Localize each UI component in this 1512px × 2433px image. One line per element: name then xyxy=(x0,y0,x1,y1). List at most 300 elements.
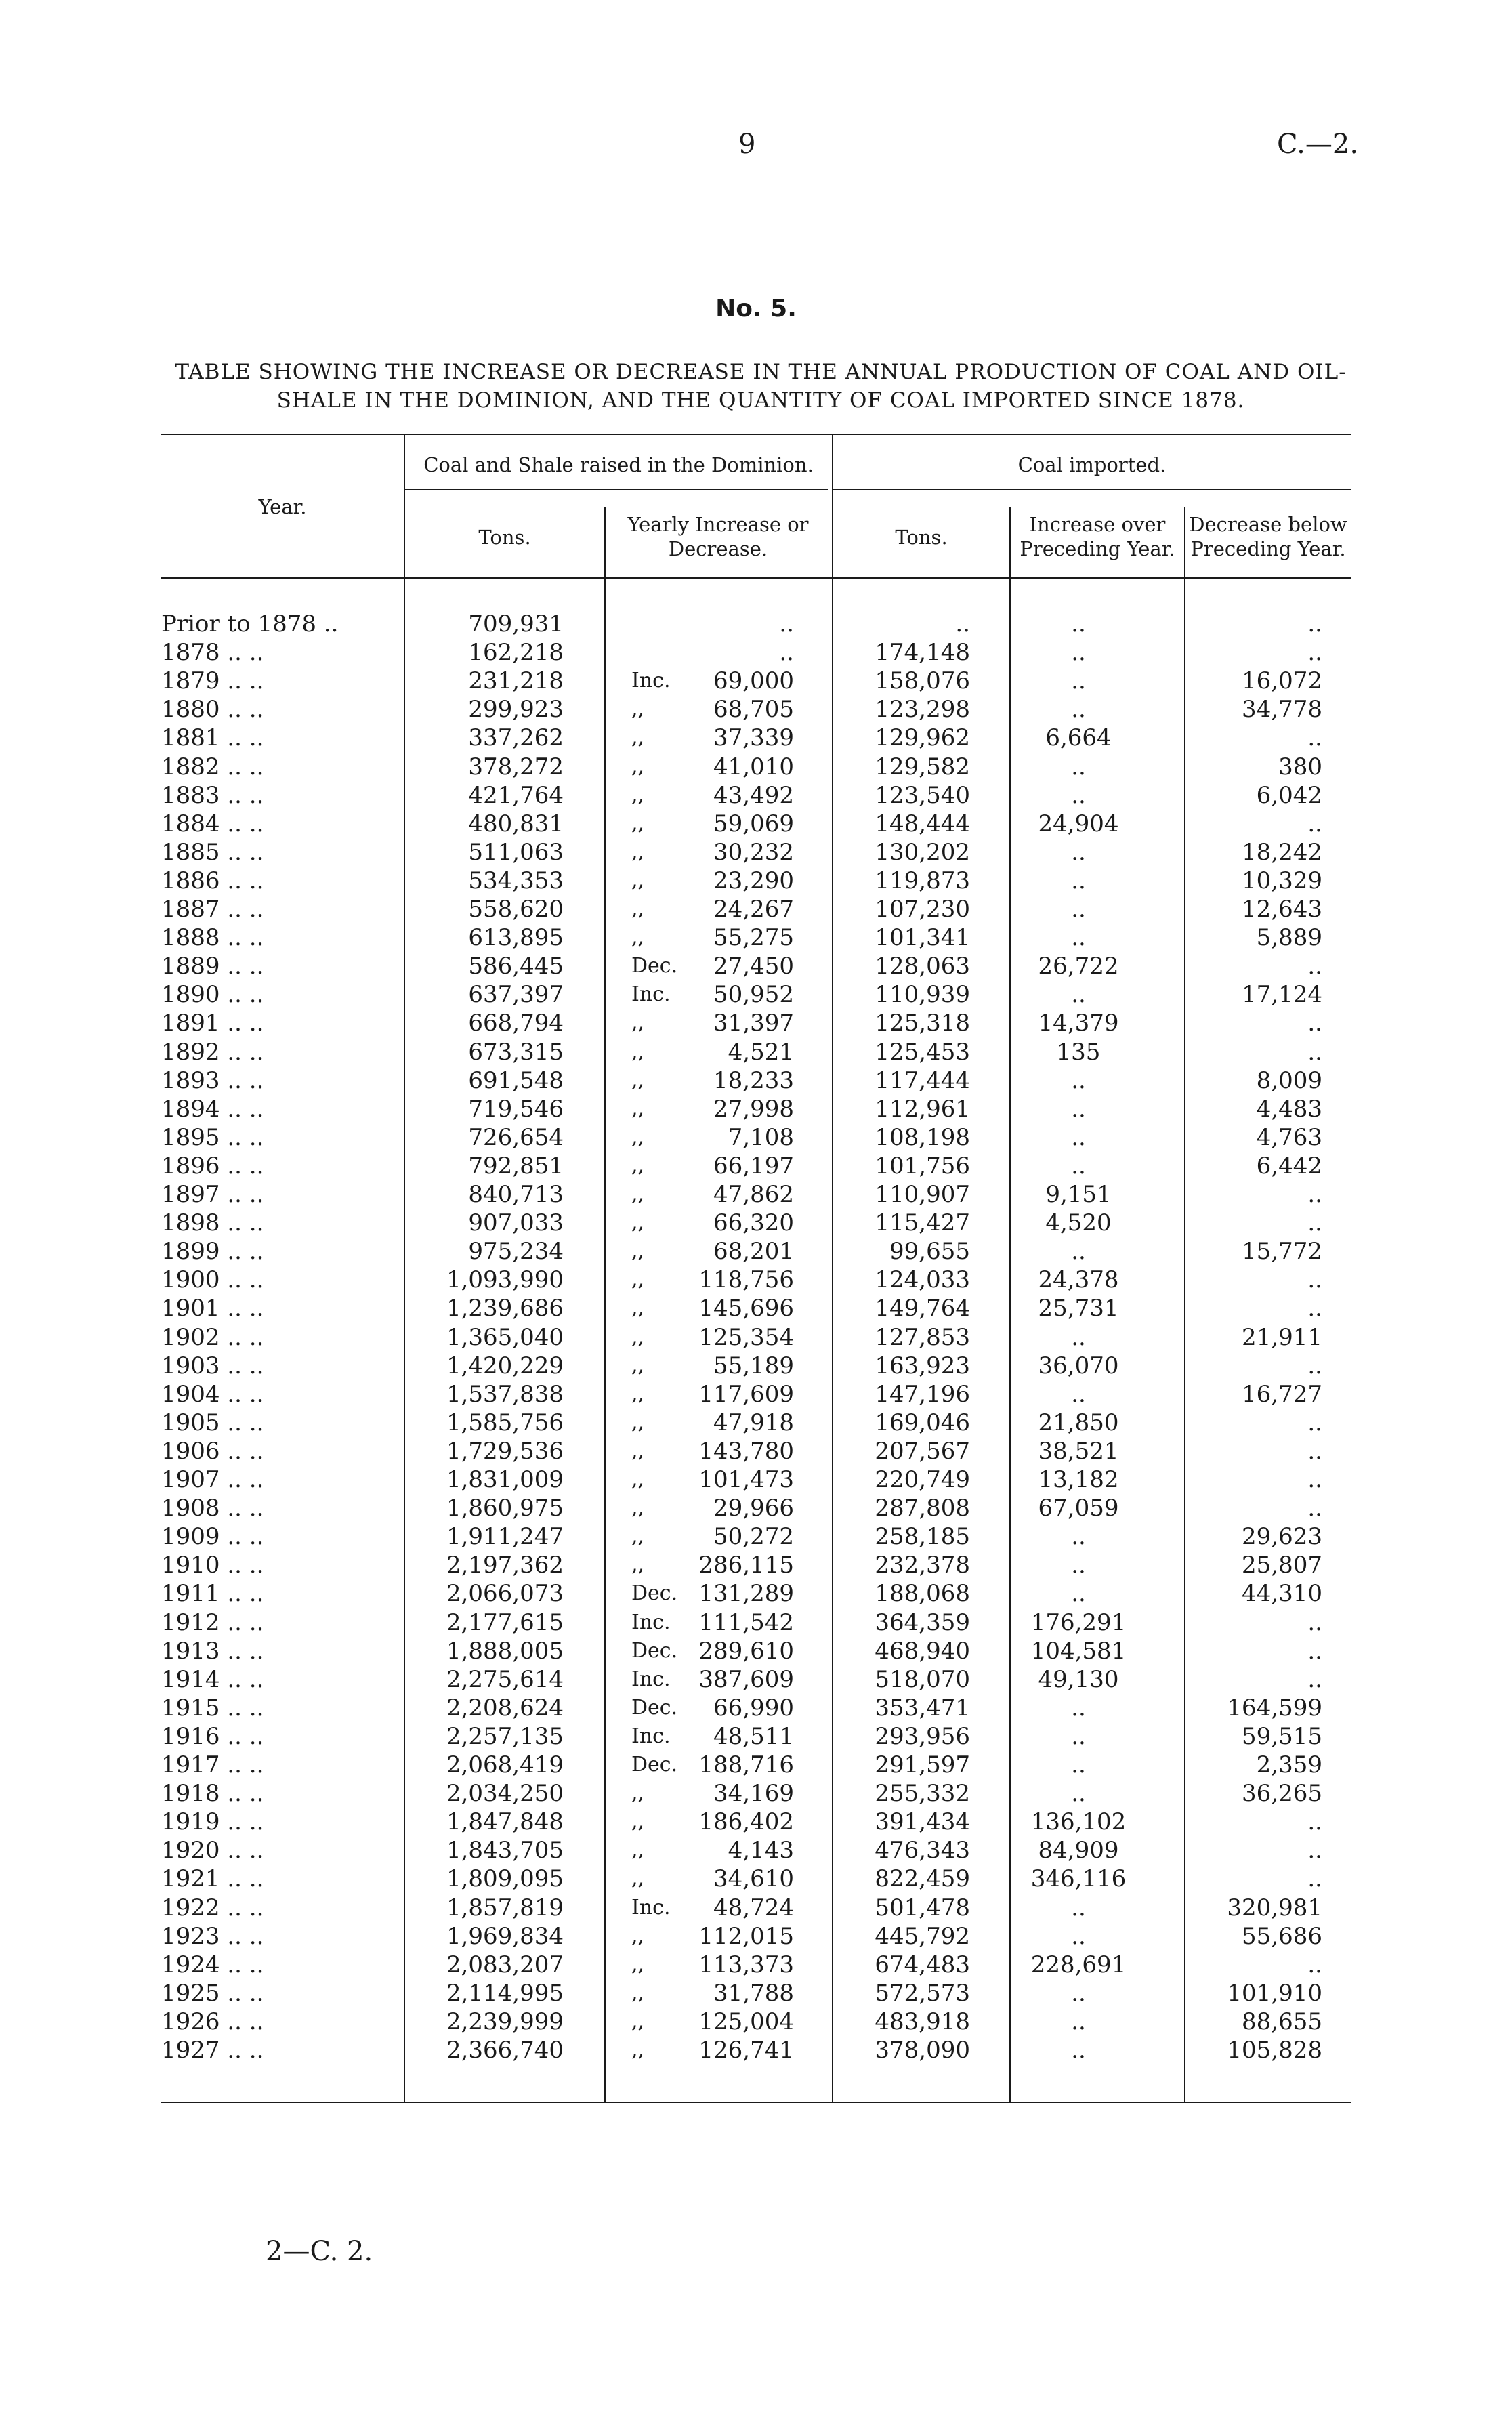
row-increase: .. xyxy=(1071,1552,1086,1579)
row-yearly-change: 24,267 xyxy=(713,896,794,923)
row-tons-raised: 691,548 xyxy=(468,1066,564,1094)
row-tons-imported: 129,962 xyxy=(875,724,970,752)
row-change-type: ,, xyxy=(631,1296,645,1321)
row-yearly-change: 145,696 xyxy=(698,1295,794,1323)
row-increase: .. xyxy=(1071,1979,1086,2007)
row-decrease: .. xyxy=(1307,1266,1322,1294)
row-tons-raised: 613,895 xyxy=(468,924,564,952)
row-yearly-change: 68,201 xyxy=(713,1238,794,1266)
row-change-type: Dec. xyxy=(631,954,678,978)
row-change-type: ,, xyxy=(631,1039,645,1064)
row-yearly-change: 4,521 xyxy=(728,1038,794,1066)
row-year: 1916 .. .. xyxy=(161,1722,264,1750)
row-decrease: 29,623 xyxy=(1242,1523,1322,1551)
row-yearly-change: 41,010 xyxy=(713,753,794,781)
row-tons-imported: 125,318 xyxy=(875,1010,970,1037)
row-increase: .. xyxy=(1071,1751,1086,1779)
row-change-type: ,, xyxy=(631,926,645,950)
row-year: 1879 .. .. xyxy=(161,667,264,695)
row-year: 1894 .. .. xyxy=(161,1095,264,1123)
row-yearly-change: 55,189 xyxy=(713,1352,794,1379)
row-increase: .. xyxy=(1071,1095,1086,1123)
row-change-type: ,, xyxy=(631,839,645,864)
row-yearly-change: 289,610 xyxy=(698,1637,794,1665)
row-change-type: ,, xyxy=(631,1381,645,1406)
row-yearly-change: 66,990 xyxy=(713,1694,794,1722)
row-change-type: ,, xyxy=(631,1268,645,1292)
row-tons-imported: 158,076 xyxy=(875,667,970,695)
row-yearly-change: 59,069 xyxy=(713,810,794,837)
row-tons-imported: 293,956 xyxy=(875,1722,970,1750)
row-decrease: 101,910 xyxy=(1227,1979,1322,2007)
row-decrease: 10,329 xyxy=(1242,867,1322,894)
row-increase: .. xyxy=(1071,2037,1086,2064)
row-increase: .. xyxy=(1071,1922,1086,1950)
row-year: 1903 .. .. xyxy=(161,1352,264,1379)
row-change-type: ,, xyxy=(631,754,645,778)
row-increase: .. xyxy=(1071,867,1086,894)
row-increase: .. xyxy=(1071,1694,1086,1722)
row-decrease: .. xyxy=(1307,1865,1322,1893)
row-yearly-change: 126,741 xyxy=(698,2037,794,2064)
row-decrease: 164,599 xyxy=(1227,1694,1322,1722)
row-change-type: Dec. xyxy=(631,1638,678,1663)
row-year: 1904 .. .. xyxy=(161,1380,264,1408)
row-tons-raised: 1,847,848 xyxy=(446,1808,564,1836)
row-tons-imported: 147,196 xyxy=(875,1380,970,1408)
row-increase: 24,904 xyxy=(1038,810,1119,837)
row-tons-raised: 1,969,834 xyxy=(446,1922,564,1950)
row-tons-raised: 2,366,740 xyxy=(446,2037,564,2064)
row-change-type: ,, xyxy=(631,2009,645,2033)
row-decrease: .. xyxy=(1307,1181,1322,1208)
row-increase: .. xyxy=(1071,1123,1086,1151)
row-change-type xyxy=(631,610,686,638)
row-year: 1899 .. .. xyxy=(161,1238,264,1266)
row-tons-imported: 207,567 xyxy=(875,1437,970,1465)
row-increase: .. xyxy=(1071,1580,1086,1608)
row-increase: 38,521 xyxy=(1038,1437,1119,1465)
row-year: 1886 .. .. xyxy=(161,867,264,894)
row-yearly-change: 118,756 xyxy=(698,1266,794,1294)
row-increase: 36,070 xyxy=(1038,1352,1119,1379)
column-divider-3 xyxy=(832,434,833,2102)
header-yearly-change: Yearly Increase or Decrease. xyxy=(627,513,809,560)
table-bottom-rule xyxy=(161,2102,1351,2103)
row-decrease: 4,483 xyxy=(1256,1095,1322,1123)
row-year: 1909 .. .. xyxy=(161,1523,264,1551)
row-tons-raised: 480,831 xyxy=(468,810,564,837)
row-year: 1924 .. .. xyxy=(161,1951,264,1978)
row-year: 1895 .. .. xyxy=(161,1123,264,1151)
row-yearly-change: 111,542 xyxy=(698,1608,794,1636)
row-tons-imported: 110,907 xyxy=(875,1181,970,1208)
row-yearly-change: 143,780 xyxy=(698,1437,794,1465)
row-tons-raised: 637,397 xyxy=(468,981,564,1009)
table-top-rule xyxy=(161,434,1351,435)
row-yearly-change: 47,862 xyxy=(713,1181,794,1208)
row-tons-raised: 2,208,624 xyxy=(446,1694,564,1722)
row-tons-imported: 117,444 xyxy=(875,1066,970,1094)
row-increase: 14,379 xyxy=(1038,1010,1119,1037)
row-yearly-change: 66,320 xyxy=(713,1209,794,1237)
row-tons-raised: 1,420,229 xyxy=(446,1352,564,1379)
row-increase: 136,102 xyxy=(1030,1808,1127,1836)
row-tons-imported: 258,185 xyxy=(875,1523,970,1551)
row-year: 1890 .. .. xyxy=(161,981,264,1009)
row-tons-raised: 337,262 xyxy=(468,724,564,752)
row-decrease: .. xyxy=(1307,639,1322,667)
row-tons-raised: 1,860,975 xyxy=(446,1495,564,1522)
table-number: No. 5. xyxy=(715,295,797,323)
row-tons-raised: 2,257,135 xyxy=(446,1722,564,1750)
row-yearly-change: 68,705 xyxy=(713,696,794,724)
row-increase: .. xyxy=(1071,1323,1086,1351)
header-increase: Increase over Preceding Year. xyxy=(1020,513,1175,560)
row-tons-imported: 476,343 xyxy=(875,1837,970,1865)
row-yearly-change: 55,275 xyxy=(713,924,794,952)
row-change-type: ,, xyxy=(631,1325,645,1349)
header-coal-imported-group: Coal imported. xyxy=(1017,453,1167,476)
row-increase: .. xyxy=(1071,753,1086,781)
row-year: 1925 .. .. xyxy=(161,1979,264,2007)
row-year: 1896 .. .. xyxy=(161,1152,264,1180)
row-tons-raised: 1,239,686 xyxy=(446,1295,564,1323)
row-tons-raised: 378,272 xyxy=(468,753,564,781)
row-year: 1885 .. .. xyxy=(161,838,264,866)
row-year: Prior to 1878 .. xyxy=(161,610,339,638)
row-decrease: .. xyxy=(1307,1495,1322,1522)
row-tons-raised: 709,931 xyxy=(468,610,564,638)
row-change-type: ,, xyxy=(631,1553,645,1577)
row-change-type: ,, xyxy=(631,1125,645,1149)
row-change-type: ,, xyxy=(631,1952,645,1976)
row-tons-imported: 149,764 xyxy=(875,1295,970,1323)
row-year: 1884 .. .. xyxy=(161,810,264,837)
row-change-type: ,, xyxy=(631,783,645,807)
header-year: Year. xyxy=(258,495,307,518)
row-decrease: .. xyxy=(1307,1466,1322,1493)
row-tons-imported: 107,230 xyxy=(875,896,970,923)
row-tons-imported: 124,033 xyxy=(875,1266,970,1294)
row-tons-raised: 1,857,819 xyxy=(446,1894,564,1921)
row-tons-raised: 719,546 xyxy=(468,1095,564,1123)
row-yearly-change: 27,998 xyxy=(713,1095,794,1123)
row-tons-raised: 1,585,756 xyxy=(446,1409,564,1436)
row-decrease: 2,359 xyxy=(1256,1751,1322,1779)
row-yearly-change: 112,015 xyxy=(698,1922,794,1950)
row-change-type: ,, xyxy=(631,1524,645,1549)
row-yearly-change: 30,232 xyxy=(713,838,794,866)
row-year: 1878 .. .. xyxy=(161,639,264,667)
row-decrease: 105,828 xyxy=(1227,2037,1322,2064)
row-increase: .. xyxy=(1071,981,1086,1009)
row-change-type: ,, xyxy=(631,1980,645,2005)
row-increase: .. xyxy=(1071,838,1086,866)
row-yearly-change: 101,473 xyxy=(698,1466,794,1493)
row-tons-raised: 2,114,995 xyxy=(446,1979,564,2007)
row-change-type: ,, xyxy=(631,1496,645,1520)
row-tons-imported: 483,918 xyxy=(875,2008,970,2035)
row-increase: 26,722 xyxy=(1038,953,1119,980)
row-increase: 346,116 xyxy=(1030,1865,1127,1893)
row-tons-raised: 421,764 xyxy=(468,781,564,809)
row-tons-imported: 99,655 xyxy=(889,1238,970,1266)
row-yearly-change: 186,402 xyxy=(698,1808,794,1836)
row-yearly-change: 387,609 xyxy=(698,1665,794,1693)
row-increase: .. xyxy=(1071,1152,1086,1180)
row-tons-imported: 148,444 xyxy=(875,810,970,837)
row-yearly-change: .. xyxy=(779,639,794,667)
header-tons-raised: Tons. xyxy=(478,526,531,549)
row-change-type: ,, xyxy=(631,811,645,835)
row-tons-imported: 518,070 xyxy=(875,1665,970,1693)
caption-line-1: TABLE SHOWING THE INCREASE OR DECREASE IN THE ANNUAL PRODUCTION OF COAL AND OIL- xyxy=(175,360,1347,384)
row-year: 1907 .. .. xyxy=(161,1466,264,1493)
row-tons-imported: 445,792 xyxy=(875,1922,970,1950)
row-yearly-change: 125,004 xyxy=(698,2008,794,2035)
row-year: 1911 .. .. xyxy=(161,1580,264,1608)
row-increase: 67,059 xyxy=(1038,1495,1119,1522)
row-change-type: ,, xyxy=(631,726,645,750)
row-year: 1918 .. .. xyxy=(161,1780,264,1808)
row-change-type: ,, xyxy=(631,1068,645,1092)
row-decrease: 16,072 xyxy=(1242,667,1322,695)
row-change-type: Inc. xyxy=(631,1667,671,1691)
row-yearly-change: 131,289 xyxy=(698,1580,794,1608)
row-increase: .. xyxy=(1071,896,1086,923)
row-decrease: 380 xyxy=(1278,753,1322,781)
row-increase: 6,664 xyxy=(1045,724,1112,752)
row-year: 1880 .. .. xyxy=(161,696,264,724)
row-year: 1927 .. .. xyxy=(161,2037,264,2064)
row-yearly-change: 29,966 xyxy=(713,1495,794,1522)
row-decrease: .. xyxy=(1307,1038,1322,1066)
row-decrease: 8,009 xyxy=(1256,1066,1322,1094)
row-tons-imported: 468,940 xyxy=(875,1637,970,1665)
row-year: 1913 .. .. xyxy=(161,1637,264,1665)
row-change-type: Inc. xyxy=(631,982,671,1007)
row-change-type: ,, xyxy=(631,1096,645,1121)
row-decrease: 34,778 xyxy=(1242,696,1322,724)
row-tons-imported: .. xyxy=(955,610,970,638)
row-tons-raised: 162,218 xyxy=(468,639,564,667)
row-decrease: .. xyxy=(1307,1665,1322,1693)
row-decrease: .. xyxy=(1307,1352,1322,1379)
row-year: 1915 .. .. xyxy=(161,1694,264,1722)
row-yearly-change: 117,609 xyxy=(698,1380,794,1408)
row-tons-raised: 534,353 xyxy=(468,867,564,894)
row-yearly-change: 69,000 xyxy=(713,667,794,695)
row-change-type: ,, xyxy=(631,1781,645,1806)
row-tons-imported: 123,298 xyxy=(875,696,970,724)
row-year: 1914 .. .. xyxy=(161,1665,264,1693)
row-year: 1926 .. .. xyxy=(161,2008,264,2035)
group-rule-left xyxy=(404,489,828,490)
row-tons-raised: 2,083,207 xyxy=(446,1951,564,1978)
row-tons-raised: 792,851 xyxy=(468,1152,564,1180)
row-decrease: .. xyxy=(1307,810,1322,837)
row-yearly-change: 7,108 xyxy=(728,1123,794,1151)
row-decrease: .. xyxy=(1307,1209,1322,1237)
row-tons-raised: 975,234 xyxy=(468,1238,564,1266)
page-number: 9 xyxy=(738,129,756,160)
row-year: 1923 .. .. xyxy=(161,1922,264,1950)
row-yearly-change: 27,450 xyxy=(713,953,794,980)
row-change-type: ,, xyxy=(631,1239,645,1264)
row-tons-imported: 101,341 xyxy=(875,924,970,952)
row-decrease: .. xyxy=(1307,1808,1322,1836)
row-tons-raised: 2,066,073 xyxy=(446,1580,564,1608)
row-increase: 9,151 xyxy=(1045,1181,1112,1208)
row-tons-raised: 1,729,536 xyxy=(446,1437,564,1465)
row-decrease: .. xyxy=(1307,1837,1322,1865)
group-rule-right xyxy=(833,489,1351,490)
row-tons-imported: 115,427 xyxy=(875,1209,970,1237)
row-decrease: .. xyxy=(1307,1637,1322,1665)
row-yearly-change: 286,115 xyxy=(698,1552,794,1579)
row-year: 1882 .. .. xyxy=(161,753,264,781)
row-increase: .. xyxy=(1071,667,1086,695)
row-change-type: Dec. xyxy=(631,1581,678,1606)
row-tons-raised: 2,197,362 xyxy=(446,1552,564,1579)
row-change-type: ,, xyxy=(631,1211,645,1235)
row-change-type: Inc. xyxy=(631,1895,671,1919)
row-tons-imported: 123,540 xyxy=(875,781,970,809)
header-tons-imported: Tons. xyxy=(895,526,948,549)
column-divider-2 xyxy=(604,507,606,2102)
row-decrease: 6,442 xyxy=(1256,1152,1322,1180)
row-tons-raised: 673,315 xyxy=(468,1038,564,1066)
row-tons-raised: 1,809,095 xyxy=(446,1865,564,1893)
row-year: 1922 .. .. xyxy=(161,1894,264,1921)
row-decrease: 88,655 xyxy=(1242,2008,1322,2035)
row-tons-imported: 125,453 xyxy=(875,1038,970,1066)
row-tons-raised: 231,218 xyxy=(468,667,564,695)
row-year: 1897 .. .. xyxy=(161,1181,264,1208)
row-change-type: ,, xyxy=(631,1838,645,1863)
row-year: 1902 .. .. xyxy=(161,1323,264,1351)
row-change-type: ,, xyxy=(631,1810,645,1834)
row-tons-imported: 822,459 xyxy=(875,1865,970,1893)
row-increase: 25,731 xyxy=(1038,1295,1119,1323)
row-increase: .. xyxy=(1071,639,1086,667)
row-decrease: 55,686 xyxy=(1242,1922,1322,1950)
row-tons-imported: 127,853 xyxy=(875,1323,970,1351)
row-yearly-change: 31,397 xyxy=(713,1010,794,1037)
row-tons-imported: 255,332 xyxy=(875,1780,970,1808)
row-yearly-change: 50,952 xyxy=(713,981,794,1009)
row-increase: 104,581 xyxy=(1030,1637,1127,1665)
row-change-type: ,, xyxy=(631,1438,645,1463)
row-change-type: Dec. xyxy=(631,1753,678,1776)
row-tons-raised: 2,068,419 xyxy=(446,1751,564,1779)
row-yearly-change: 48,724 xyxy=(713,1894,794,1921)
caption-line-2: SHALE IN THE DOMINION, AND THE QUANTITY OF COAL IMPORTED SINCE 1878. xyxy=(276,388,1245,413)
row-change-type: ,, xyxy=(631,868,645,892)
row-yearly-change: 113,373 xyxy=(698,1951,794,1978)
row-tons-imported: 174,148 xyxy=(875,639,970,667)
row-increase: .. xyxy=(1071,1780,1086,1808)
row-increase: .. xyxy=(1071,1722,1086,1750)
row-tons-imported: 130,202 xyxy=(875,838,970,866)
row-tons-imported: 674,483 xyxy=(875,1951,970,1978)
row-tons-raised: 586,445 xyxy=(468,953,564,980)
row-decrease: 21,911 xyxy=(1242,1323,1322,1351)
row-yearly-change: 47,918 xyxy=(713,1409,794,1436)
row-yearly-change: 188,716 xyxy=(698,1751,794,1779)
row-tons-imported: 169,046 xyxy=(875,1409,970,1436)
row-tons-imported: 129,582 xyxy=(875,753,970,781)
row-tons-raised: 558,620 xyxy=(468,896,564,923)
row-year: 1889 .. .. xyxy=(161,953,264,980)
row-year: 1893 .. .. xyxy=(161,1066,264,1094)
row-year: 1906 .. .. xyxy=(161,1437,264,1465)
row-increase: 135 xyxy=(1056,1038,1101,1066)
row-decrease: .. xyxy=(1307,1437,1322,1465)
row-decrease: .. xyxy=(1307,1951,1322,1978)
document-reference: C.—2. xyxy=(1277,129,1359,160)
row-change-type: Dec. xyxy=(631,1695,678,1720)
row-tons-imported: 364,359 xyxy=(875,1608,970,1636)
row-decrease: 59,515 xyxy=(1242,1722,1322,1750)
row-decrease: 4,763 xyxy=(1256,1123,1322,1151)
row-decrease: 320,981 xyxy=(1227,1894,1322,1921)
row-change-type: ,, xyxy=(631,697,645,722)
row-increase: 4,520 xyxy=(1045,1209,1112,1237)
row-increase: .. xyxy=(1071,1380,1086,1408)
table-caption xyxy=(157,358,1364,415)
row-year: 1910 .. .. xyxy=(161,1552,264,1579)
row-decrease: .. xyxy=(1307,610,1322,638)
row-tons-raised: 511,063 xyxy=(468,838,564,866)
row-tons-raised: 1,831,009 xyxy=(446,1466,564,1493)
row-tons-imported: 119,873 xyxy=(875,867,970,894)
row-yearly-change: 66,197 xyxy=(713,1152,794,1180)
column-divider-5 xyxy=(1184,507,1185,2102)
row-change-type: Inc. xyxy=(631,1610,671,1634)
footer-signature: 2—C. 2. xyxy=(266,2236,373,2267)
row-increase: 49,130 xyxy=(1038,1665,1119,1693)
row-increase: .. xyxy=(1071,1066,1086,1094)
row-change-type: Inc. xyxy=(631,1724,671,1748)
row-tons-imported: 220,749 xyxy=(875,1466,970,1493)
row-year: 1881 .. .. xyxy=(161,724,264,752)
row-tons-imported: 572,573 xyxy=(875,1979,970,2007)
row-increase: .. xyxy=(1071,696,1086,724)
row-increase: .. xyxy=(1071,1523,1086,1551)
row-yearly-change: 18,233 xyxy=(713,1066,794,1094)
row-yearly-change: 48,511 xyxy=(713,1722,794,1750)
row-tons-imported: 287,808 xyxy=(875,1495,970,1522)
row-year: 1883 .. .. xyxy=(161,781,264,809)
row-change-type: ,, xyxy=(631,1153,645,1178)
row-decrease: .. xyxy=(1307,1409,1322,1436)
row-year: 1921 .. .. xyxy=(161,1865,264,1893)
row-year: 1892 .. .. xyxy=(161,1038,264,1066)
row-decrease: .. xyxy=(1307,1010,1322,1037)
row-decrease: 44,310 xyxy=(1242,1580,1322,1608)
row-increase: .. xyxy=(1071,2008,1086,2035)
row-change-type: ,, xyxy=(631,1867,645,1891)
row-decrease: 6,042 xyxy=(1256,781,1322,809)
header-decrease: Decrease below Preceding Year. xyxy=(1189,513,1347,560)
row-tons-imported: 108,198 xyxy=(875,1123,970,1151)
row-increase: 176,291 xyxy=(1030,1608,1127,1636)
row-year: 1919 .. .. xyxy=(161,1808,264,1836)
row-year: 1887 .. .. xyxy=(161,896,264,923)
row-tons-imported: 391,434 xyxy=(875,1808,970,1836)
